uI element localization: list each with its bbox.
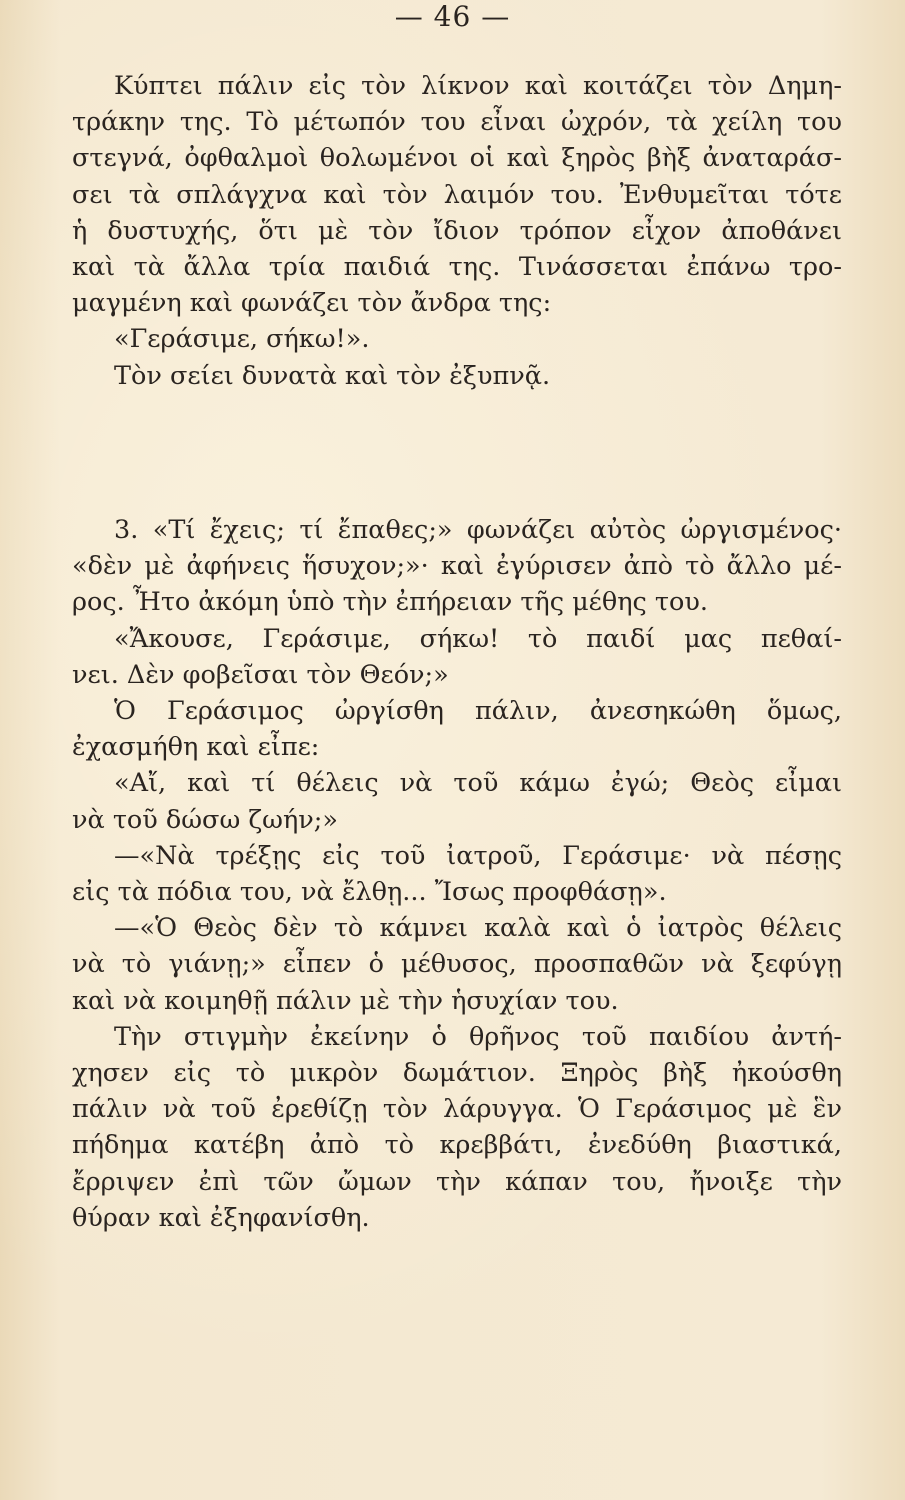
text-line: ἡ δυστυχής, ὅτι μὲ τὸν ἴδιον τρόπον εἶχον ἀποθάνει: [72, 215, 842, 246]
text-line: Τὴν στιγμὴν ἐκείνην ὁ θρῆνος τοῦ παιδίου ἀντή-: [114, 1021, 842, 1052]
text-line: χησεν εἰς τὸ μικρὸν δωμάτιον. Ξηρὸς βὴξ ἠκούσθη: [72, 1058, 842, 1089]
text-line: «δὲν μὲ ἀφήνεις ἥσυχον;»· καὶ ἐγύρισεν ἀπὸ τὸ ἄλλο μέ-: [72, 551, 842, 582]
text-line: «Γεράσιμε, σήκω!».: [114, 324, 370, 355]
text-line: καὶ τὰ ἄλλα τρία παιδιά της. Τινάσσεται ἐπάνω τρο-: [72, 252, 842, 283]
section-1-text: [72, 68, 842, 394]
text-line: Ὁ Γεράσιμος ὠργίσθη πάλιν, ἀνεσηκώθη ὅμως,: [114, 696, 842, 727]
text-line: 3. «Τί ἔχεις; τί ἔπαθες;» φωνάζει αὐτὸς ὠργισμένος·: [114, 515, 842, 545]
text-line: ἐχασμήθη καὶ εἶπε:: [72, 732, 320, 763]
text-line: μαγμένη καὶ φωνάζει τὸν ἄνδρα της:: [72, 288, 552, 319]
text-line: σει τὰ σπλάγχνα καὶ τὸν λαιμόν του. Ἐνθυμεῖται τότε: [72, 179, 842, 210]
text-line: εἰς τὰ πόδια του, νὰ ἔλθῃ... Ἴσως προφθάσῃ».: [72, 877, 667, 908]
text-line: —«Νὰ τρέξῃς εἰς τοῦ ἰατροῦ, Γεράσιμε· νὰ πέσῃς: [114, 840, 842, 871]
text-line: «Αἴ, καὶ τί θέλεις νὰ τοῦ κάμω ἐγώ; Θεὸς εἶμαι: [114, 768, 842, 799]
page-number: — 46 —: [394, 0, 511, 33]
text-line: «Ἄκουσε, Γεράσιμε, σήκω! τὸ παιδί μας πεθαί-: [114, 623, 842, 654]
text-line: Τὸν σείει δυνατὰ καὶ τὸν ἐξυπνᾷ.: [114, 360, 551, 391]
section-2-text: [72, 512, 842, 1236]
text-line: νὰ τὸ γιάνῃ;» εἶπεν ὁ μέθυσος, προσπαθῶν νὰ ξεφύγῃ: [72, 949, 842, 980]
text-line: νει. Δὲν φοβεῖσαι τὸν Θεόν;»: [72, 659, 449, 690]
text-line: ἔρριψεν ἐπὶ τῶν ὤμων τὴν κάπαν του, ἤνοιξε τὴν: [72, 1166, 842, 1197]
text-line: νὰ τοῦ δώσω ζωήν;»: [72, 804, 338, 835]
text-line: καὶ νὰ κοιμηθῇ πάλιν μὲ τὴν ἡσυχίαν του.: [72, 985, 619, 1016]
text-line: πάλιν νὰ τοῦ ἐρεθίζῃ τὸν λάρυγγα. Ὁ Γεράσιμος μὲ ἓν: [72, 1094, 842, 1125]
text-line: —«Ὁ Θεὸς δὲν τὸ κάμνει καλὰ καὶ ὁ ἰατρὸς θέλεις: [114, 913, 842, 944]
text-line: ρος. Ἦτο ἀκόμη ὑπὸ τὴν ἐπήρειαν τῆς μέθης του.: [72, 587, 708, 618]
text-line: στεγνά, ὀφθαλμοὶ θολωμένοι οἱ καὶ ξηρὸς βὴξ ἀναταράσ-: [72, 143, 842, 174]
text-line: θύραν καὶ ἐξηφανίσθη.: [72, 1202, 370, 1233]
text-line: Κύπτει πάλιν εἰς τὸν λίκνον καὶ κοιτάζει τὸν Δημη-: [114, 71, 842, 101]
text-line: τράκην της. Τὸ μέτωπόν του εἶναι ὠχρόν, τὰ χείλη του: [72, 107, 842, 138]
text-line: πήδημα κατέβη ἀπὸ τὸ κρεββάτι, ἐνεδύθη βιαστικά,: [72, 1130, 842, 1161]
